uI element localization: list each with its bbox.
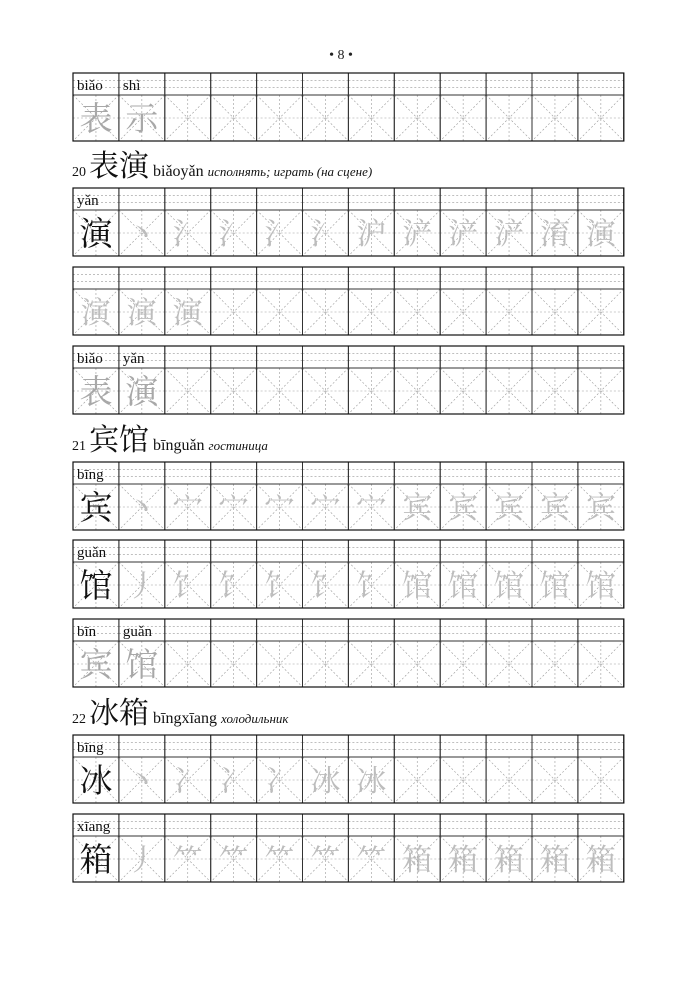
stroke-order-ghost: ⺮	[172, 842, 203, 878]
grid-svg	[72, 266, 625, 336]
entry-hanzi: 冰箱	[89, 696, 149, 731]
trace-character: 馆	[125, 644, 159, 684]
stroke-order-ghost: 丶	[126, 763, 157, 799]
pinyin-label: biǎo	[76, 351, 103, 368]
grid-svg	[72, 461, 625, 531]
stroke-order-ghost: 氵	[218, 216, 249, 252]
writing-cell[interactable]	[440, 95, 486, 141]
writing-cell[interactable]	[394, 757, 440, 803]
writing-cell[interactable]	[440, 289, 486, 335]
writing-cell[interactable]	[302, 95, 348, 141]
writing-cell[interactable]	[348, 95, 394, 141]
writing-cell[interactable]	[302, 289, 348, 335]
stroke-order-ghost: 沪	[356, 216, 387, 252]
writing-cell[interactable]	[486, 757, 532, 803]
stroke-order-ghost: 馆	[585, 568, 616, 604]
stroke-order-ghost: 演	[172, 295, 203, 331]
writing-cell[interactable]	[257, 368, 303, 414]
stroke-order-ghost: ⺮	[356, 842, 387, 878]
grid-svg	[72, 734, 625, 804]
entry-number: 21	[72, 439, 86, 454]
grid-svg	[72, 72, 625, 142]
writing-cell[interactable]	[257, 289, 303, 335]
writing-cell[interactable]	[302, 368, 348, 414]
writing-cell[interactable]	[165, 368, 211, 414]
writing-cell[interactable]	[211, 289, 257, 335]
stroke-order-ghost: 宾	[402, 490, 433, 526]
writing-cell[interactable]	[440, 641, 486, 687]
pinyin-label: guǎn	[76, 545, 107, 562]
grid-svg	[72, 618, 625, 688]
grid-svg	[72, 539, 625, 609]
pinyin-label: yǎn	[122, 351, 145, 368]
stroke-order-ghost: 箱	[402, 842, 433, 878]
entry-number: 22	[72, 712, 86, 727]
writing-cell[interactable]	[578, 95, 624, 141]
entry-pinyin: bīngxīang	[153, 710, 217, 727]
model-character: 箱	[79, 839, 113, 879]
trace-character: 示	[125, 98, 159, 138]
writing-cell[interactable]	[486, 289, 532, 335]
entry-number: 20	[72, 165, 86, 180]
stroke-order-ghost: 冫	[172, 763, 203, 799]
stroke-order-ghost: 丿	[126, 568, 157, 604]
trace-character: 演	[125, 371, 159, 411]
stroke-order-ghost: 饣	[172, 568, 203, 604]
writing-cell[interactable]	[165, 641, 211, 687]
pinyin-label: shì	[122, 78, 141, 95]
pinyin-label: bīn	[76, 624, 97, 641]
writing-cell[interactable]	[532, 95, 578, 141]
stroke-order-ghost: 演	[80, 295, 111, 331]
stroke-order-ghost: 浐	[402, 216, 433, 252]
model-character: 宾	[79, 487, 113, 527]
pinyin-label: biǎo	[76, 78, 103, 95]
stroke-order-ghost: 宀	[310, 490, 341, 526]
writing-cell[interactable]	[348, 641, 394, 687]
entry-hanzi: 表演	[89, 149, 149, 184]
practice-grid	[72, 345, 625, 415]
stroke-order-ghost: 馆	[494, 568, 525, 604]
stroke-order-ghost: 丿	[126, 842, 157, 878]
writing-cell[interactable]	[394, 641, 440, 687]
writing-cell[interactable]	[257, 95, 303, 141]
writing-cell[interactable]	[211, 95, 257, 141]
model-character: 演	[79, 213, 113, 253]
stroke-order-ghost: 箱	[448, 842, 479, 878]
writing-cell[interactable]	[486, 95, 532, 141]
stroke-order-ghost: 冰	[310, 763, 341, 799]
stroke-order-ghost: 饣	[356, 568, 387, 604]
writing-cell[interactable]	[211, 368, 257, 414]
practice-grid	[72, 813, 625, 883]
stroke-order-ghost: 馆	[448, 568, 479, 604]
stroke-order-ghost: 淯	[539, 216, 570, 252]
writing-cell[interactable]	[486, 368, 532, 414]
writing-cell[interactable]	[211, 641, 257, 687]
pinyin-label: bīng	[76, 740, 104, 757]
entry-hanzi: 宾馆	[89, 423, 149, 458]
pinyin-label: yǎn	[76, 193, 99, 210]
pinyin-label: xīang	[76, 819, 111, 836]
stroke-order-ghost: 丶	[126, 490, 157, 526]
model-character: 冰	[79, 760, 113, 800]
writing-cell[interactable]	[440, 368, 486, 414]
writing-cell[interactable]	[532, 757, 578, 803]
model-character: 馆	[79, 565, 113, 605]
stroke-order-ghost: 氵	[310, 216, 341, 252]
writing-cell[interactable]	[257, 641, 303, 687]
stroke-order-ghost: 丶	[126, 216, 157, 252]
stroke-order-ghost: ⺮	[310, 842, 341, 878]
stroke-order-ghost: ⺮	[264, 842, 295, 878]
writing-cell[interactable]	[486, 641, 532, 687]
entry-pinyin: biǎoyǎn	[153, 163, 204, 180]
stroke-order-ghost: 冫	[218, 763, 249, 799]
practice-grid	[72, 187, 625, 257]
practice-grid	[72, 734, 625, 804]
stroke-order-ghost: 宀	[172, 490, 203, 526]
writing-cell[interactable]	[302, 641, 348, 687]
stroke-order-ghost: 宾	[448, 490, 479, 526]
stroke-order-ghost: 浐	[448, 216, 479, 252]
trace-character: 表	[79, 98, 113, 138]
writing-cell[interactable]	[532, 289, 578, 335]
entry-translation: холодильник	[221, 711, 289, 726]
stroke-order-ghost: 氵	[264, 216, 295, 252]
word-heading	[72, 695, 288, 731]
pinyin-label: guǎn	[122, 624, 153, 641]
entry-translation: исполнять; играть (на сцене)	[207, 164, 373, 179]
practice-grid	[72, 539, 625, 609]
writing-cell[interactable]	[394, 289, 440, 335]
stroke-order-ghost: 箱	[494, 842, 525, 878]
practice-grid	[72, 72, 625, 142]
stroke-order-ghost: 饣	[310, 568, 341, 604]
page-number: • 8 •	[329, 48, 353, 63]
word-heading	[72, 422, 268, 458]
pinyin-label: bīng	[76, 467, 104, 484]
stroke-order-ghost: 宾	[585, 490, 616, 526]
stroke-order-ghost: 演	[585, 216, 616, 252]
stroke-order-ghost: 演	[126, 295, 157, 331]
stroke-order-ghost: 箱	[585, 842, 616, 878]
word-heading	[72, 148, 372, 184]
stroke-order-ghost: 氵	[172, 216, 203, 252]
stroke-order-ghost: 馆	[539, 568, 570, 604]
writing-cell[interactable]	[578, 368, 624, 414]
entry-translation: гостиница	[208, 438, 268, 453]
stroke-order-ghost: 宀	[264, 490, 295, 526]
writing-cell[interactable]	[532, 641, 578, 687]
stroke-order-ghost: 冰	[356, 763, 387, 799]
grid-svg	[72, 187, 625, 257]
stroke-order-ghost: 饣	[264, 568, 295, 604]
writing-cell[interactable]	[440, 757, 486, 803]
stroke-order-ghost: 馆	[402, 568, 433, 604]
grid-svg	[72, 813, 625, 883]
practice-grid	[72, 618, 625, 688]
stroke-order-ghost: ⺮	[218, 842, 249, 878]
writing-cell[interactable]	[165, 95, 211, 141]
writing-cell[interactable]	[578, 289, 624, 335]
trace-character: 表	[79, 371, 113, 411]
stroke-order-ghost: 宀	[356, 490, 387, 526]
writing-cell[interactable]	[348, 368, 394, 414]
writing-cell[interactable]	[578, 757, 624, 803]
stroke-order-ghost: 宾	[539, 490, 570, 526]
stroke-order-ghost: 宾	[494, 490, 525, 526]
practice-grid	[72, 266, 625, 336]
grid-svg	[72, 345, 625, 415]
entry-pinyin: bīnguǎn	[153, 437, 205, 454]
writing-cell[interactable]	[578, 641, 624, 687]
writing-cell[interactable]	[394, 368, 440, 414]
stroke-order-ghost: 宀	[218, 490, 249, 526]
writing-cell[interactable]	[394, 95, 440, 141]
trace-character: 宾	[79, 644, 113, 684]
practice-grid	[72, 461, 625, 531]
stroke-order-ghost: 饣	[218, 568, 249, 604]
writing-cell[interactable]	[348, 289, 394, 335]
stroke-order-ghost: 浐	[494, 216, 525, 252]
writing-cell[interactable]	[532, 368, 578, 414]
stroke-order-ghost: 冫	[264, 763, 295, 799]
stroke-order-ghost: 箱	[539, 842, 570, 878]
